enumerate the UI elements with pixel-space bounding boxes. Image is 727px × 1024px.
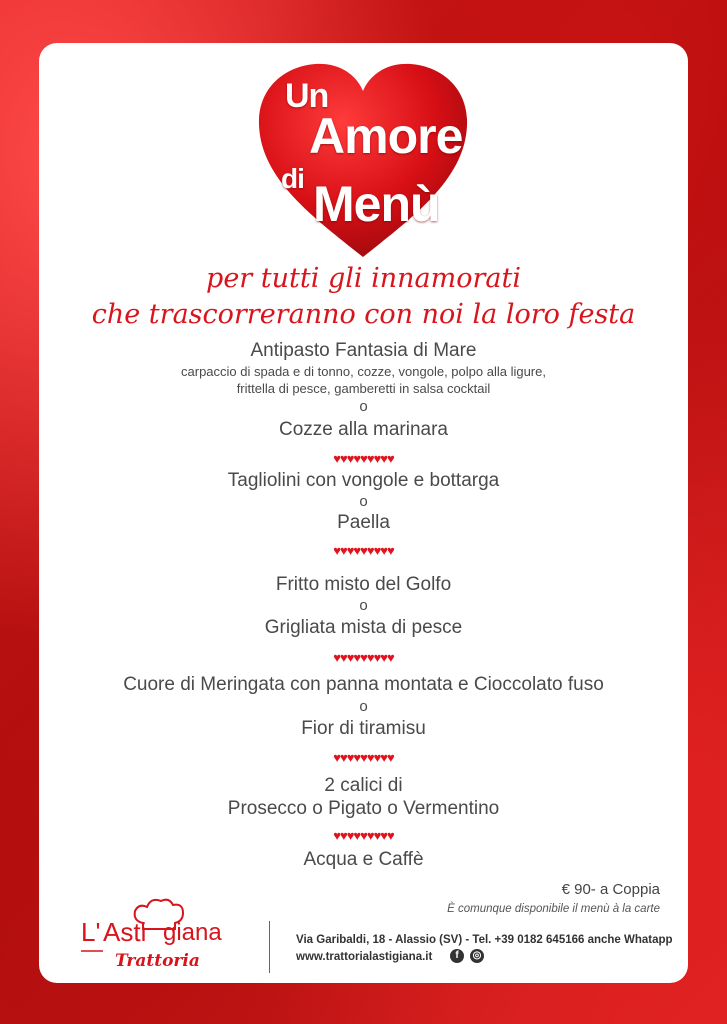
- secondo-alternative: Grigliata mista di pesce: [264, 617, 463, 638]
- heart-text-amore: Amore: [309, 108, 463, 164]
- price: € 90- a Coppia: [561, 881, 660, 898]
- secondo-dish: Fritto misto del Golfo: [275, 574, 452, 595]
- logo-asti: Asti: [103, 917, 147, 947]
- heart-text-un: Un: [285, 77, 329, 115]
- tagline-line-2: che trascorreranno con noi la loro festa: [91, 299, 636, 330]
- primo-dish: Tagliolini con vongole e bottarga: [227, 470, 500, 491]
- facebook-icon[interactable]: f: [450, 949, 464, 963]
- website-link[interactable]: www.trattorialastigiana.it: [296, 951, 433, 963]
- footer-divider: [269, 921, 270, 973]
- wine-line-2: Prosecco o Pigato o Vermentino: [227, 798, 500, 819]
- hearts-divider: ♥♥♥♥♥♥♥♥♥: [333, 650, 394, 665]
- instagram-icon[interactable]: ◎: [470, 949, 484, 963]
- logo-trattoria: Trattoria: [115, 951, 200, 971]
- logo-giana: giana: [163, 919, 222, 946]
- hearts-divider: ♥♥♥♥♥♥♥♥♥: [333, 451, 394, 466]
- wine-line-1: 2 calici di: [324, 775, 403, 796]
- menu-card: [39, 43, 688, 983]
- or-separator: o: [359, 698, 368, 715]
- logo-l: L': [81, 917, 101, 947]
- or-separator: o: [359, 597, 368, 614]
- hearts-divider: ♥♥♥♥♥♥♥♥♥: [333, 543, 394, 558]
- finale-item: Acqua e Caffè: [303, 849, 424, 870]
- heart-badge: [253, 57, 473, 261]
- heart-text-menu: Menù: [313, 176, 440, 232]
- tagline-line-1: per tutti gli innamorati: [206, 263, 521, 294]
- antipasto-description-1: carpaccio di spada e di tonno, cozze, vongole, polpo alla ligure,: [181, 364, 546, 379]
- antipasto-alternative: Cozze alla marinara: [279, 419, 448, 440]
- dolce-alternative: Fior di tiramisu: [301, 718, 426, 739]
- address: Via Garibaldi, 18 - Alassio (SV) - Tel. +39 0182 645166 anche Whatapp: [296, 934, 673, 946]
- heart-text-di: di: [281, 163, 304, 194]
- or-separator: o: [359, 398, 368, 415]
- antipasto-title: Antipasto Fantasia di Mare: [250, 340, 477, 361]
- restaurant-logo: [81, 893, 251, 977]
- or-separator: o: [359, 493, 368, 510]
- dolce-dish: Cuore di Meringata con panna montata e Cioccolato fuso: [123, 674, 604, 695]
- primo-alternative: Paella: [337, 512, 390, 533]
- hearts-divider: ♥♥♥♥♥♥♥♥♥: [333, 828, 394, 843]
- hearts-divider: ♥♥♥♥♥♥♥♥♥: [333, 750, 394, 765]
- a-la-carte-note: È comunque disponibile il menù à la carte: [447, 903, 660, 915]
- antipasto-description-2: frittella di pesce, gamberetti in salsa cocktail: [236, 381, 491, 396]
